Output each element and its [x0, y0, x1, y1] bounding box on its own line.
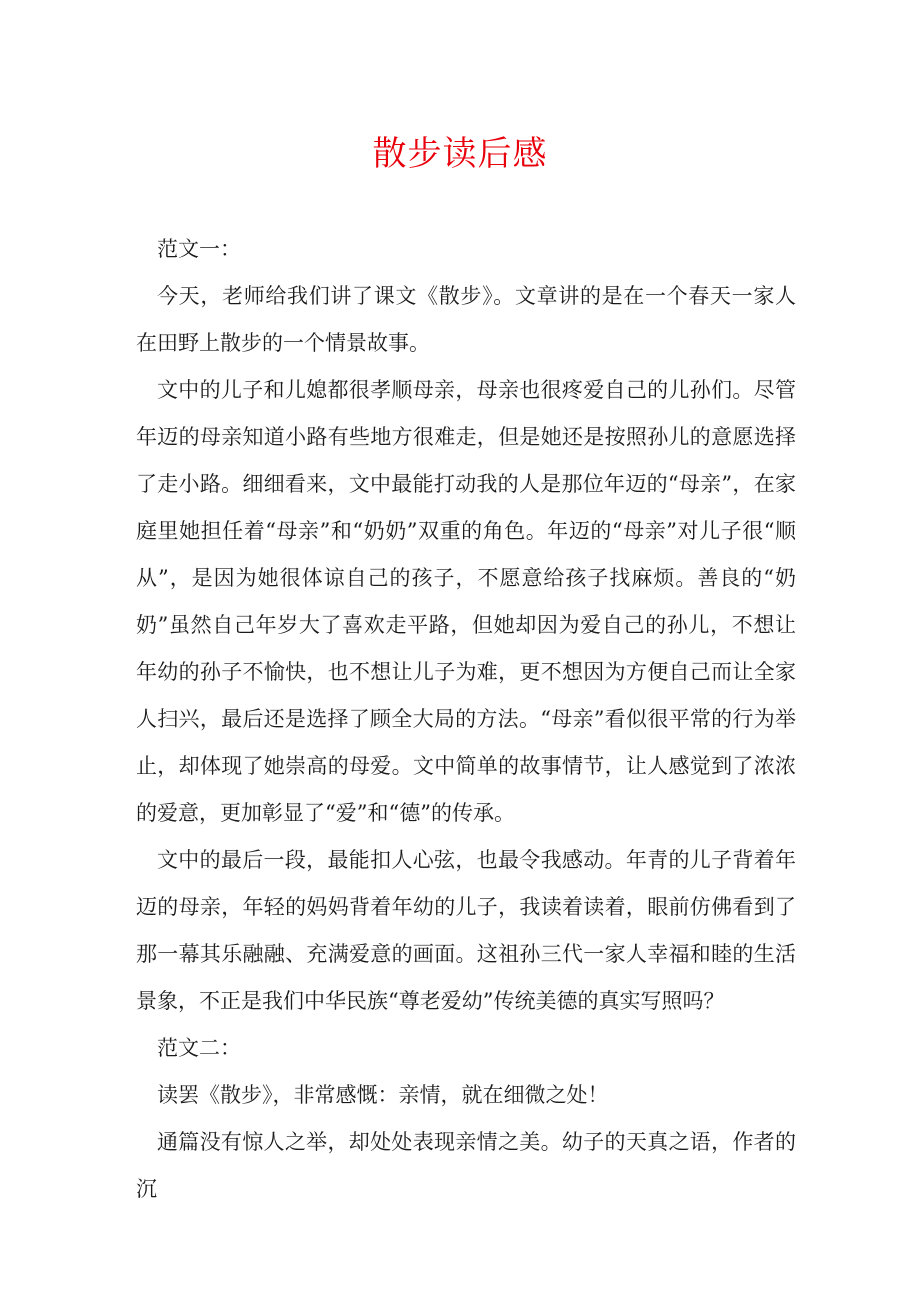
- section-label-2: 范文二：: [157, 1036, 241, 1060]
- paragraph-5: 通篇没有惊人之举，却处处表现亲情之美。幼子的天真之语，作者的沉: [136, 1130, 796, 1201]
- document-body: [136, 226, 796, 1213]
- document-title: 散步读后感: [372, 134, 548, 174]
- paragraph-4: 读罢《散步》，非常感慨：亲情，就在细微之处！: [157, 1083, 609, 1107]
- section-label-1: 范文一：: [157, 237, 241, 261]
- paragraph-3: 文中的最后一段，最能扣人心弦，也最令我感动。年青的儿子背着年迈的母亲，年轻的妈妈背着年幼的儿子，我读着读着，眼前仿佛看到了那一幕其乐融融、充满爱意的画面。这祖孙三代一家人幸福和睦的生活景象，不正是我们中华民族“尊老爱幼”传统美德的真实写照吗？: [136, 848, 796, 1013]
- paragraph-2: 文中的儿子和儿媳都很孝顺母亲，母亲也很疼爱自己的儿孙们。尽管年迈的母亲知道小路有些地方很难走，但是她还是按照孙儿的意愿选择了走小路。细细看来，文中最能打动我的人是那位年迈的“母亲”，在家庭里她担任着“母亲”和“奶奶”双重的角色。年迈的“母亲”对儿子很“顺从”，是因为她很体谅自己的孩子，不愿意给孩子找麻烦。善良的“奶奶”虽然自己年岁大了喜欢走平路，但她却因为爱自己的孙儿，不想让年幼的孙子不愉快，也不想让儿子为难，更不想因为方便自己而让全家人扫兴，最后还是选择了顾全大局的方法。“母亲”看似很平常的行为举止，却体现了她崇高的母爱。文中简单的故事情节，让人感觉到了浓浓的爱意，更加彰显了“爱”和“德”的传承。: [136, 378, 796, 825]
- paragraph-1: 今天，老师给我们讲了课文《散步》。文章讲的是在一个春天一家人在田野上散步的一个情景故事。: [136, 284, 796, 355]
